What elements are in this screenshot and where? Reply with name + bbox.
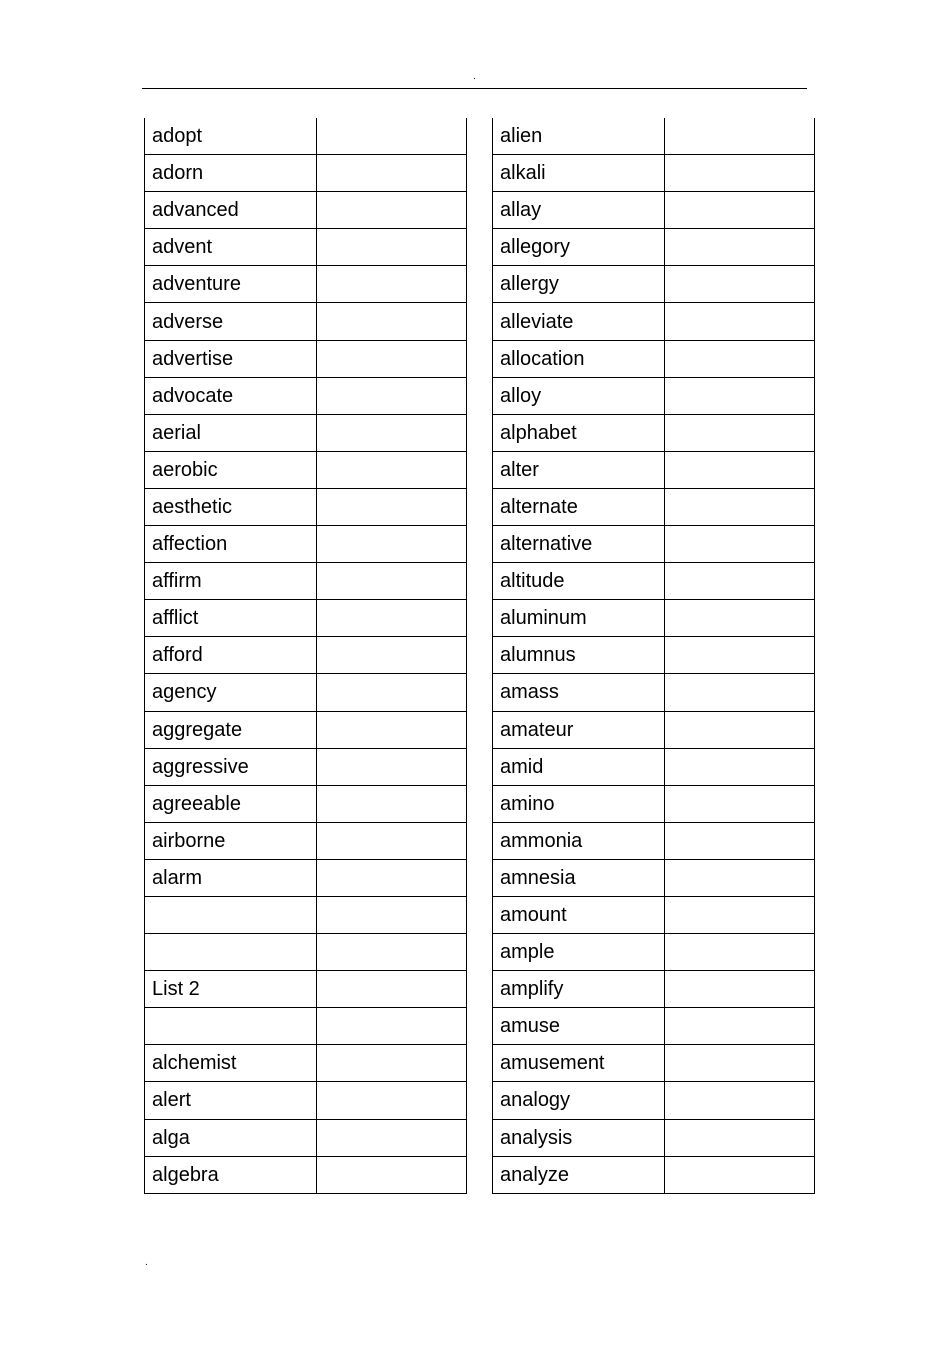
table-row xyxy=(493,674,815,711)
answer-cell xyxy=(665,155,815,192)
table-row xyxy=(493,637,815,674)
table-row xyxy=(493,1119,815,1156)
table-row xyxy=(145,414,467,451)
answer-cell xyxy=(317,1082,467,1119)
answer-cell xyxy=(665,896,815,933)
answer-cell xyxy=(665,1008,815,1045)
table-row xyxy=(145,748,467,785)
word-cell: allergy xyxy=(493,266,665,303)
answer-cell xyxy=(317,971,467,1008)
word-cell xyxy=(145,896,317,933)
table-row xyxy=(493,859,815,896)
table-row xyxy=(145,563,467,600)
word-cell: aerial xyxy=(145,414,317,451)
answer-cell xyxy=(317,451,467,488)
word-cell: alloy xyxy=(493,377,665,414)
word-cell: alkali xyxy=(493,155,665,192)
table-row xyxy=(493,711,815,748)
word-cell: analyze xyxy=(493,1156,665,1193)
answer-cell xyxy=(665,971,815,1008)
answer-cell xyxy=(317,377,467,414)
word-cell: altitude xyxy=(493,563,665,600)
answer-cell xyxy=(317,526,467,563)
word-cell: agency xyxy=(145,674,317,711)
table-row xyxy=(493,229,815,266)
word-cell: allegory xyxy=(493,229,665,266)
table-row xyxy=(145,785,467,822)
word-cell xyxy=(145,1008,317,1045)
answer-cell xyxy=(317,303,467,340)
word-cell: alchemist xyxy=(145,1045,317,1082)
word-cell: algebra xyxy=(145,1156,317,1193)
word-cell: agreeable xyxy=(145,785,317,822)
word-cell: alphabet xyxy=(493,414,665,451)
word-cell: airborne xyxy=(145,822,317,859)
word-cell: aluminum xyxy=(493,600,665,637)
table-row xyxy=(493,600,815,637)
word-cell: amusement xyxy=(493,1045,665,1082)
footer-mark: . xyxy=(145,1257,148,1268)
word-cell: adorn xyxy=(145,155,317,192)
word-cell: affection xyxy=(145,526,317,563)
table-row xyxy=(493,934,815,971)
answer-cell xyxy=(665,785,815,822)
word-cell: afford xyxy=(145,637,317,674)
table-row xyxy=(493,1008,815,1045)
table-row xyxy=(493,303,815,340)
word-cell: ammonia xyxy=(493,822,665,859)
table-row xyxy=(493,563,815,600)
answer-cell xyxy=(317,785,467,822)
word-cell: amateur xyxy=(493,711,665,748)
table-row xyxy=(493,971,815,1008)
word-cell: aggressive xyxy=(145,748,317,785)
answer-cell xyxy=(317,340,467,377)
table-row xyxy=(145,971,467,1008)
answer-cell xyxy=(665,266,815,303)
table-row xyxy=(145,637,467,674)
table-row xyxy=(145,526,467,563)
table-row xyxy=(493,748,815,785)
answer-cell xyxy=(317,1045,467,1082)
answer-cell xyxy=(665,192,815,229)
answer-cell xyxy=(665,340,815,377)
answer-cell xyxy=(317,822,467,859)
answer-cell xyxy=(317,563,467,600)
table-row xyxy=(493,192,815,229)
answer-cell xyxy=(665,1045,815,1082)
table-row xyxy=(493,785,815,822)
table-row xyxy=(493,414,815,451)
table-row xyxy=(493,822,815,859)
word-cell: aggregate xyxy=(145,711,317,748)
answer-cell xyxy=(665,229,815,266)
table-row xyxy=(145,1045,467,1082)
answer-cell xyxy=(317,266,467,303)
word-cell: ample xyxy=(493,934,665,971)
table-row xyxy=(493,266,815,303)
word-cell: afflict xyxy=(145,600,317,637)
word-cell: amuse xyxy=(493,1008,665,1045)
answer-cell xyxy=(317,155,467,192)
answer-cell xyxy=(665,303,815,340)
table-row xyxy=(493,1156,815,1193)
table-row xyxy=(493,155,815,192)
word-cell: allocation xyxy=(493,340,665,377)
table-row xyxy=(493,340,815,377)
answer-cell xyxy=(665,1082,815,1119)
table-row xyxy=(145,155,467,192)
word-cell: alga xyxy=(145,1119,317,1156)
answer-cell xyxy=(317,600,467,637)
word-cell: adverse xyxy=(145,303,317,340)
answer-cell xyxy=(665,414,815,451)
word-cell: amount xyxy=(493,896,665,933)
word-cell xyxy=(145,934,317,971)
word-cell: alternate xyxy=(493,488,665,525)
word-cell: advent xyxy=(145,229,317,266)
table-row xyxy=(493,118,815,155)
word-cell: advanced xyxy=(145,192,317,229)
word-cell: advocate xyxy=(145,377,317,414)
answer-cell xyxy=(665,859,815,896)
vocab-table-right xyxy=(492,118,815,1194)
vocab-table-left xyxy=(144,118,467,1194)
table-row xyxy=(493,377,815,414)
table-row xyxy=(145,488,467,525)
table-row xyxy=(145,340,467,377)
answer-cell xyxy=(665,488,815,525)
answer-cell xyxy=(317,934,467,971)
table-row xyxy=(145,896,467,933)
word-cell: affirm xyxy=(145,563,317,600)
word-cell: adopt xyxy=(145,118,317,155)
word-cell: amplify xyxy=(493,971,665,1008)
table-row xyxy=(493,1082,815,1119)
answer-cell xyxy=(665,118,815,155)
answer-cell xyxy=(665,377,815,414)
answer-cell xyxy=(665,563,815,600)
word-cell: amid xyxy=(493,748,665,785)
word-cell: alter xyxy=(493,451,665,488)
answer-cell xyxy=(665,748,815,785)
table-row xyxy=(145,934,467,971)
table-row xyxy=(493,488,815,525)
table-row xyxy=(493,896,815,933)
table-row xyxy=(145,859,467,896)
answer-cell xyxy=(317,859,467,896)
table-row xyxy=(145,674,467,711)
word-cell: alumnus xyxy=(493,637,665,674)
word-cell: amnesia xyxy=(493,859,665,896)
word-cell: amino xyxy=(493,785,665,822)
answer-cell xyxy=(665,1119,815,1156)
answer-cell xyxy=(665,822,815,859)
word-cell: amass xyxy=(493,674,665,711)
word-cell: advertise xyxy=(145,340,317,377)
answer-cell xyxy=(665,526,815,563)
table-row xyxy=(145,711,467,748)
answer-cell xyxy=(665,600,815,637)
answer-cell xyxy=(317,896,467,933)
answer-cell xyxy=(317,1119,467,1156)
table-row xyxy=(145,451,467,488)
header-mark: . xyxy=(473,71,476,82)
answer-cell xyxy=(665,711,815,748)
answer-cell xyxy=(665,1156,815,1193)
table-row xyxy=(145,822,467,859)
answer-cell xyxy=(317,229,467,266)
table-row xyxy=(145,1156,467,1193)
answer-cell xyxy=(317,1008,467,1045)
word-cell: analysis xyxy=(493,1119,665,1156)
word-cell: alternative xyxy=(493,526,665,563)
word-cell: alert xyxy=(145,1082,317,1119)
answer-cell xyxy=(665,934,815,971)
answer-cell xyxy=(317,674,467,711)
word-cell: alarm xyxy=(145,859,317,896)
answer-cell xyxy=(317,637,467,674)
table-row xyxy=(145,1008,467,1045)
table-row xyxy=(145,118,467,155)
table-row xyxy=(145,600,467,637)
table-row xyxy=(145,192,467,229)
word-cell: adventure xyxy=(145,266,317,303)
word-cell: aesthetic xyxy=(145,488,317,525)
answer-cell xyxy=(665,674,815,711)
table-row xyxy=(493,526,815,563)
table-row xyxy=(145,1119,467,1156)
answer-cell xyxy=(317,414,467,451)
word-cell: alien xyxy=(493,118,665,155)
word-cell: List 2 xyxy=(145,971,317,1008)
word-cell: alleviate xyxy=(493,303,665,340)
word-cell: analogy xyxy=(493,1082,665,1119)
answer-cell xyxy=(665,637,815,674)
table-row xyxy=(145,266,467,303)
header-rule xyxy=(142,88,807,89)
table-row xyxy=(145,303,467,340)
answer-cell xyxy=(665,451,815,488)
table-row xyxy=(493,1045,815,1082)
table-row xyxy=(145,229,467,266)
answer-cell xyxy=(317,1156,467,1193)
answer-cell xyxy=(317,711,467,748)
table-row xyxy=(145,1082,467,1119)
word-cell: aerobic xyxy=(145,451,317,488)
answer-cell xyxy=(317,488,467,525)
answer-cell xyxy=(317,748,467,785)
word-cell: allay xyxy=(493,192,665,229)
answer-cell xyxy=(317,192,467,229)
table-row xyxy=(493,451,815,488)
answer-cell xyxy=(317,118,467,155)
table-row xyxy=(145,377,467,414)
